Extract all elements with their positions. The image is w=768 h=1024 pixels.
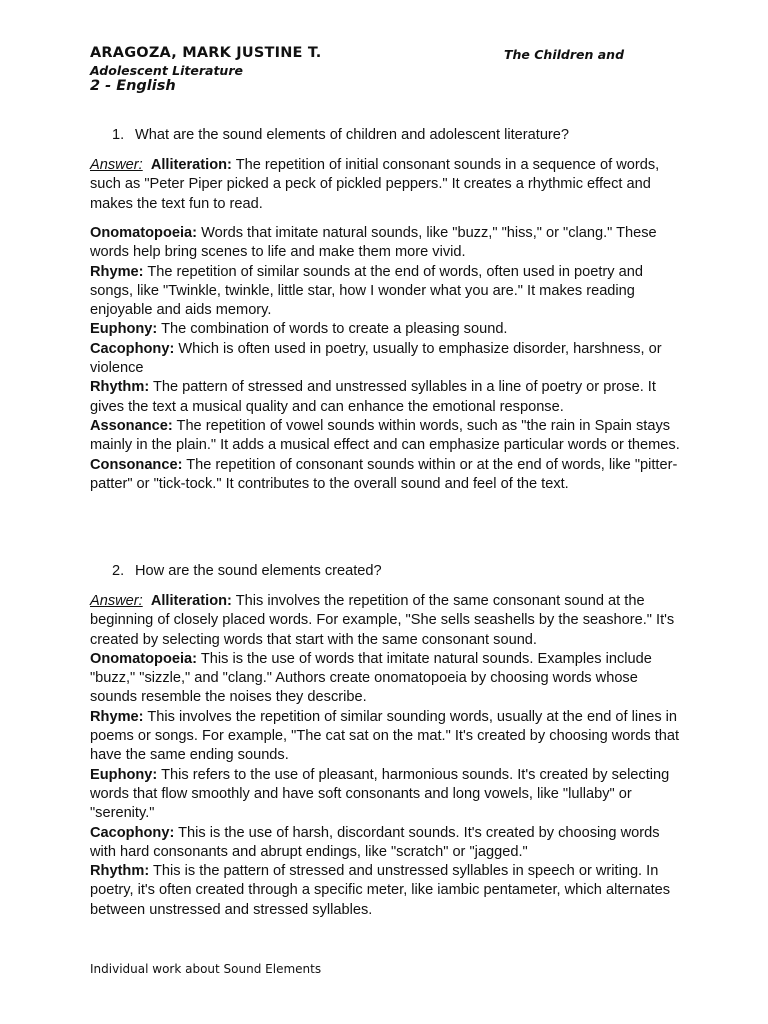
definition: This is the pattern of stressed and unstressed syllables in speech or writing. In poetry, it's often created through a specific meter, like iambic pentameter, which alternates between unstressed and stressed syllables. [90, 863, 671, 918]
answer-1-intro [90, 156, 680, 214]
list-item [90, 320, 680, 339]
definition: Which is often used in poetry, usually to emphasize disorder, harshness, or violence [90, 340, 662, 377]
list-item [90, 766, 680, 824]
term: Cacophony: [90, 340, 175, 357]
definition: This involves the repetition of the same consonant sound at the beginning of closely placed words. For example, "She sells seashells by the seashore." It's created by selecting words that start with the same consonant sound. [90, 593, 675, 648]
definition: The repetition of consonant sounds within or at the end of words, like "pitter-patter" or "tick-tock." It contributes to the overall sound and feel of the text. [90, 456, 678, 492]
term: Rhythm: [90, 863, 150, 880]
answer-label: Answer: [90, 157, 143, 173]
term: Cacophony: [90, 824, 175, 841]
term: Alliteration: [150, 593, 232, 609]
definition: The repetition of similar sounds at the end of words, often used in poetry and songs, like "Twinkle, twinkle, little star, how I wonder what you are." It makes reading enjoyable and aids memory. [90, 263, 643, 319]
list-item [90, 340, 680, 379]
course-title-line-2: Adolescent Literature [90, 63, 243, 78]
term: Euphony: [90, 766, 158, 783]
list-item [90, 456, 680, 495]
list-item [90, 378, 680, 417]
definition: The repetition of vowel sounds within words, such as "the rain in Spain stays mainly in the plain." It adds a musical effect and can emphasize particular words or themes. [90, 417, 680, 454]
list-item [90, 650, 680, 708]
term: Rhythm: [90, 379, 150, 396]
definition: This involves the repetition of similar sounding words, usually at the end of lines in poems or songs. For example, "The cat sat on the mat." It's created by choosing words that have the same ending sounds. [90, 708, 680, 764]
answer-2-list [90, 592, 680, 920]
term: Alliteration: [150, 157, 232, 173]
answer-paragraph [90, 156, 680, 214]
course-title-line-1: The Children and [504, 47, 625, 62]
student-name: ARAGOZA, MARK JUSTINE T. [90, 45, 322, 61]
term: Rhyme: [90, 708, 144, 725]
definition: The repetition of initial consonant sounds in a sequence of words, such as "Peter Piper picked a peck of pickled peppers." It creates a rhythmic effect and makes the text fun to read. [90, 157, 660, 212]
question-text: How are the sound elements created? [135, 563, 382, 579]
term: Onomatopoeia: [90, 650, 198, 667]
list-item [90, 708, 680, 766]
answer-1-list [90, 224, 680, 494]
list-item [90, 862, 680, 920]
definition: The combination of words to create a pleasing sound. [157, 321, 508, 338]
definition: This refers to the use of pleasant, harmonious sounds. It's created by selecting words that flow smoothly and have soft consonants and long vowels, like "lullaby" or "serenity." [90, 766, 670, 822]
question-number: 2. [112, 563, 125, 579]
question-number: 1. [112, 127, 125, 143]
term: Onomatopoeia: [90, 225, 198, 241]
question-text: What are the sound elements of children and adolescent literature? [135, 127, 570, 143]
list-item [90, 417, 680, 456]
page-footer: Individual work about Sound Elements [90, 962, 322, 976]
question-2 [112, 562, 382, 581]
section-label: 2 - English [90, 78, 176, 94]
term: Assonance: [90, 417, 173, 434]
question-1 [112, 126, 569, 145]
answer-label: Answer: [90, 593, 143, 609]
answer-paragraph [90, 592, 680, 650]
definition: This is the use of words that imitate natural sounds. Examples include "buzz," "sizzle," and "clang." Authors create onomatopoeia by choosing words whose sounds resemble the noises they describe. [90, 650, 652, 706]
term: Consonance: [90, 456, 183, 473]
definition: This is the use of harsh, discordant sounds. It's created by choosing words with hard consonants and abrupt endings, like "scratch" or "jagged." [90, 824, 660, 860]
list-item [90, 263, 680, 321]
list-item [90, 224, 680, 263]
definition: Words that imitate natural sounds, like "buzz," "hiss," or "clang." These words help bring scenes to life and make them more vivid. [90, 225, 657, 261]
definition: The pattern of stressed and unstressed syllables in a line of poetry or prose. It gives the text a musical quality and can enhance the emotional response. [90, 379, 656, 415]
term: Euphony: [90, 321, 158, 338]
term: Rhyme: [90, 263, 144, 280]
list-item [90, 824, 680, 863]
